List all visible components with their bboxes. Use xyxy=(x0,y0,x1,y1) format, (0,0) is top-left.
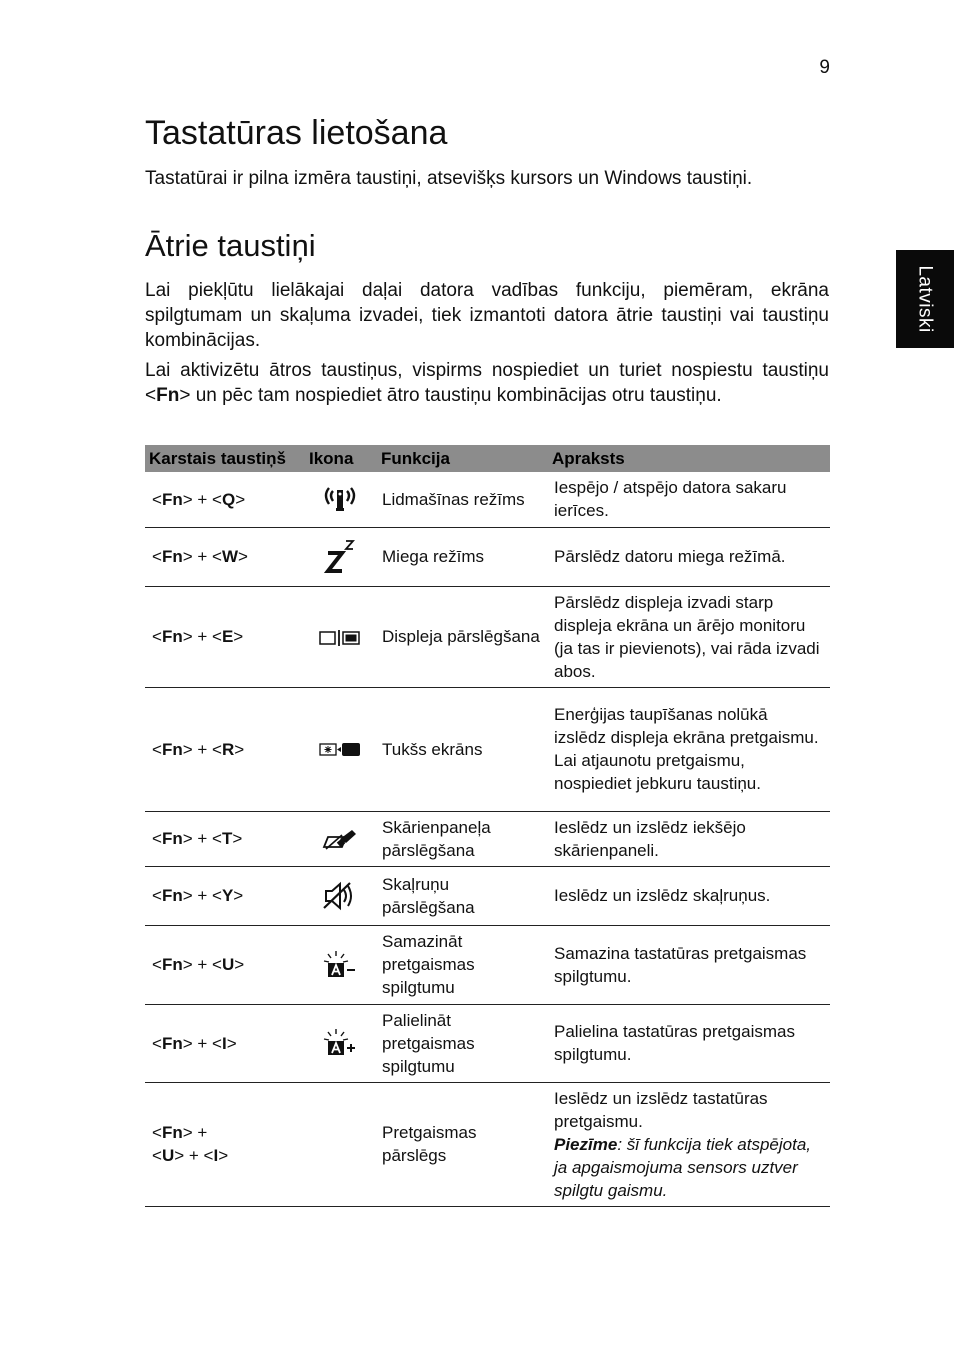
hotkey-cell: <Fn> + <Q> xyxy=(145,472,305,527)
section-title: Ātrie taustiņi xyxy=(145,228,316,263)
function-cell: Pretgaismas pārslēgs xyxy=(375,1082,547,1206)
language-tab xyxy=(896,250,954,348)
function-cell: Palielināt pretgaismas spilgtumu xyxy=(375,1004,547,1082)
table-row xyxy=(145,586,830,687)
backlight-increase-icon xyxy=(320,1027,360,1059)
hotkey-cell: <Fn> + <U> + <I> xyxy=(145,1082,305,1206)
header-description: Apraksts xyxy=(547,445,830,472)
hotkey-cell: <Fn> + <W> xyxy=(145,527,305,586)
function-cell: Samazināt pretgaismas spilgtumu xyxy=(375,925,547,1004)
header-hotkey: Karstais taustiņš xyxy=(145,445,305,472)
function-cell: Skārienpaneļa pārslēgšana xyxy=(375,811,547,866)
description-cell: Palielina tastatūras pretgaismas spilgtumu. xyxy=(547,1004,830,1082)
description-cell: Enerģijas taupīšanas nolūkā izslēdz displeja ekrāna pretgaismu. Lai atjaunotu pretgaismu, nospiediet jebkuru taustiņu. xyxy=(547,687,830,811)
backlight-decrease-icon xyxy=(320,949,360,981)
display-off-icon xyxy=(318,740,362,760)
description-cell: Ieslēdz un izslēdz skaļruņus. xyxy=(547,866,830,925)
speaker-mute-icon xyxy=(320,880,360,912)
hotkey-cell: <Fn> + <Y> xyxy=(145,866,305,925)
function-cell: Lidmašīnas režīms xyxy=(375,472,547,527)
hotkeys-table xyxy=(145,445,830,1207)
hotkeys-paragraph-1: Lai piekļūtu lielākajai daļai datora vadības funkciju, piemēram, ekrāna spilgtumam un skaļuma izvadei, tiek izmantoti datora ātrie taustiņi vai taustiņu kombinācijas. xyxy=(145,280,829,351)
wireless-icon xyxy=(320,483,360,515)
function-cell: Tukšs ekrāns xyxy=(375,687,547,811)
description-cell: Pārslēdz displeja izvadi starp displeja ekrāna un ārējo monitoru (ja tas ir pievienots), vai rāda izvadi abos. xyxy=(547,586,830,687)
description-cell: Iespējo / atspējo datora sakaru ierīces. xyxy=(547,472,830,527)
function-cell: Miega režīms xyxy=(375,527,547,586)
note-text: : šī funkcija tiek atspējota, ja apgaismojuma sensors uztver spilgtu gaismu. xyxy=(554,1134,812,1200)
table-row xyxy=(145,527,830,586)
hotkey-cell: <Fn> + <E> xyxy=(145,586,305,687)
description-cell: Pārslēdz datoru miega režīmā. xyxy=(547,527,830,586)
table-row xyxy=(145,866,830,925)
hotkeys-paragraph-2: Lai aktivizētu ātros taustiņus, vispirms nospiediet un turiet nospiestu taustiņu <Fn> un pēc tam nospiediet ātro taustiņu kombinācijas otru taustiņu. xyxy=(145,360,829,406)
page-title: Tastatūras lietošana xyxy=(145,114,448,152)
table-row xyxy=(145,925,830,1004)
language-tab-label: Latviski xyxy=(915,265,937,333)
display-switch-icon xyxy=(318,628,362,648)
note-label: Piezīme xyxy=(554,1134,618,1154)
header-function: Funkcija xyxy=(375,445,547,472)
function-cell: Skaļruņu pārslēgšana xyxy=(375,866,547,925)
header-icon: Ikona xyxy=(305,445,375,472)
table-row xyxy=(145,687,830,811)
function-cell: Displeja pārslēgšana xyxy=(375,586,547,687)
table-row xyxy=(145,1004,830,1082)
hotkey-cell: <Fn> + <R> xyxy=(145,687,305,811)
table-row xyxy=(145,811,830,866)
intro-text: Tastatūrai ir pilna izmēra taustiņi, atsevišķs kursors un Windows taustiņi. xyxy=(145,168,753,189)
hotkey-cell: <Fn> + <U> xyxy=(145,925,305,1004)
description-cell: Ieslēdz un izslēdz iekšējo skārienpaneli. xyxy=(547,811,830,866)
touchpad-toggle-icon xyxy=(320,825,360,853)
hotkey-cell: <Fn> + <I> xyxy=(145,1004,305,1082)
hotkey-cell: <Fn> + <T> xyxy=(145,811,305,866)
page-number: 9 xyxy=(819,57,830,78)
table-header-row xyxy=(145,445,830,472)
sleep-icon xyxy=(320,537,360,577)
table-row xyxy=(145,472,830,527)
description-cell: Samazina tastatūras pretgaismas spilgtumu. xyxy=(547,925,830,1004)
table-row xyxy=(145,1082,830,1206)
description-cell: Ieslēdz un izslēdz tastatūras pretgaismu. Piezīme: šī funkcija tiek atspējota, ja apgaismojuma sensors uztver spilgtu gaismu. xyxy=(547,1082,830,1206)
